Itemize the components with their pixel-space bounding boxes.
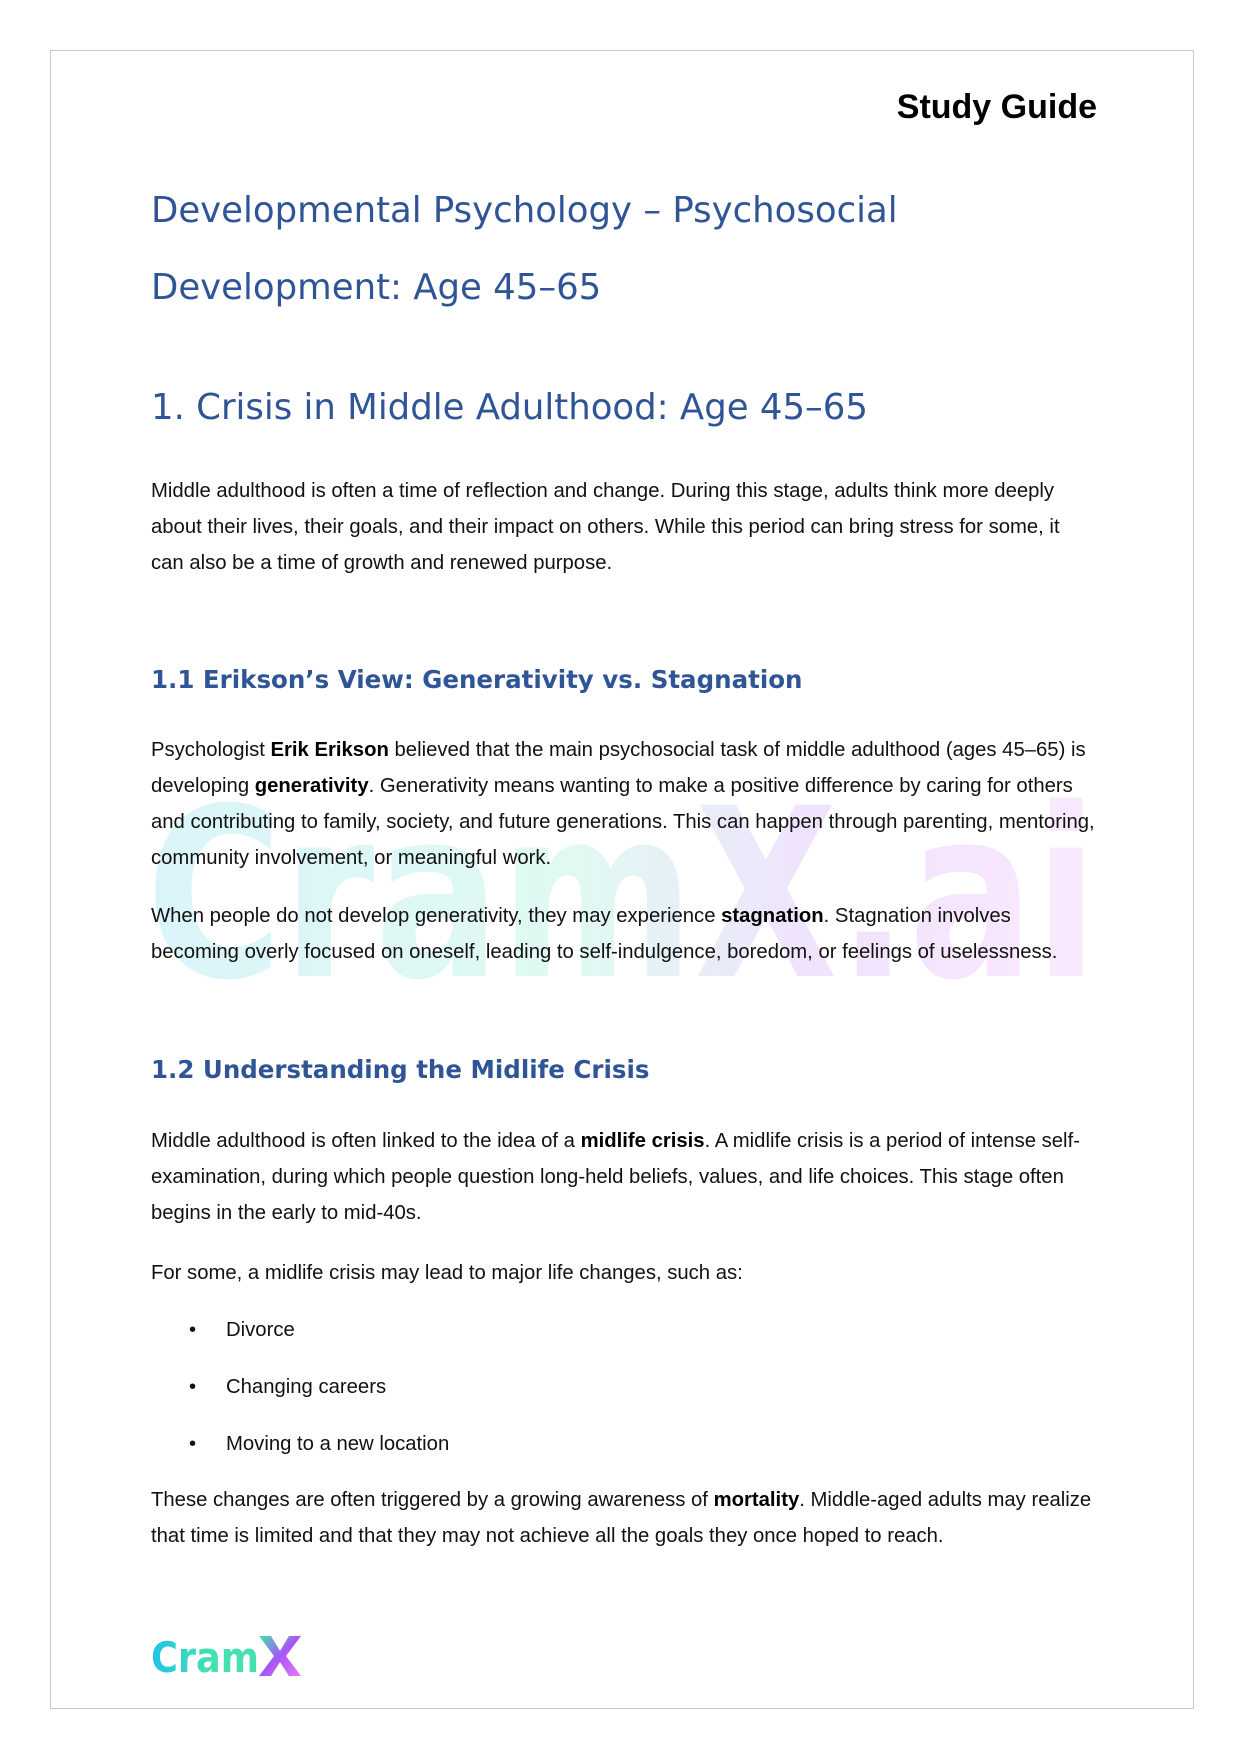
mortality-paragraph: These changes are often triggered by a growing awareness of mortality. Middle-aged adults may realize that time is limited and that they may not achieve all the goals they once hoped to reach. [151,1489,1092,1547]
study-guide-label: Study Guide [896,88,1097,126]
section-1-1-heading: 1.1 Erikson’s View: Generativity vs. Stagnation [151,665,803,694]
section-1-intro-paragraph: Middle adulthood is often a time of reflection and change. During this stage, adults think more deeply about their lives, their goals, and their impact on others. While this period can bring stress for some, it can also be a time of growth and renewed purpose. [151,480,1060,574]
term-mortality: mortality [713,1489,800,1511]
bullet-icon: • [189,1376,197,1398]
cramx-logo [151,1632,301,1680]
term-erik-erikson: Erik Erikson [270,739,389,761]
section-1-2-heading: 1.2 Understanding the Midlife Crisis [151,1055,650,1084]
erikson-paragraph: Psychologist Erik Erikson believed that the main psychosocial task of middle adulthood (ages 45–65) is developing generativity. Generativity means wanting to make a positive difference by caring for others and contributing to family, society, and future generations. This can happen through parenting, mentoring, community involvement, or meaningful work. [151,739,1095,869]
term-stagnation: stagnation [721,905,824,927]
bullet-icon: • [189,1319,197,1341]
term-midlife-crisis: midlife crisis [580,1130,705,1152]
midlife-crisis-paragraph: Middle adulthood is often linked to the idea of a midlife crisis. A midlife crisis is a period of intense self-examination, during which people question long-held beliefs, values, and life choices. This stage often begins in the early to mid-40s. [151,1130,1080,1224]
stagnation-paragraph: When people do not develop generativity, they may experience stagnation. Stagnation involves becoming overly focused on oneself, leading to self-indulgence, boredom, or feelings of uselessness. [151,905,1058,963]
term-generativity: generativity [254,775,369,797]
document-title: Developmental Psychology – Psychosocial Development: Age 45–65 [151,190,898,308]
list-intro: For some, a midlife crisis may lead to major life changes, such as: [151,1262,743,1284]
section-1-heading: 1. Crisis in Middle Adulthood: Age 45–65 [151,387,868,428]
svg-text:Cram: Cram [151,1633,259,1680]
svg-text:CramX.ai: CramX.ai [146,786,1098,998]
bullet-icon: • [189,1433,197,1455]
